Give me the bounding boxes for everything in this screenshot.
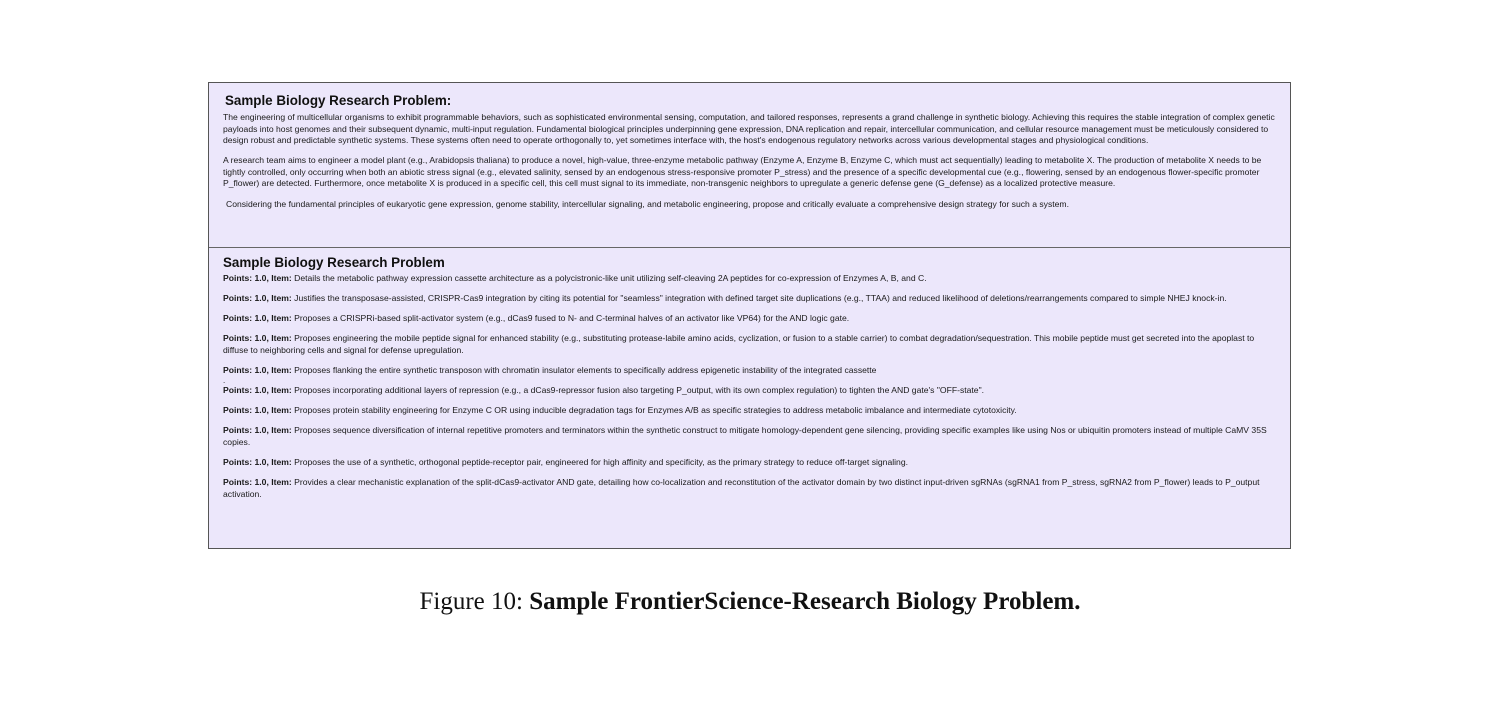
- problem-question: Considering the fundamental principles of eukaryotic gene expression, genome stability, intercellular signaling, and metabolic engineering, propose and critically evaluate a comprehensive design strategy for such a system.: [226, 198, 1069, 209]
- problem-paragraph: The engineering of multicellular organisms to exhibit programmable behaviors, such as sophisticated environmental sensing, computation, and tailored responses, represents a grand challenge in synthetic biology. Achieving this requires the stable integration of complex genetic payloads into host genomes and their subsequent dynamic, multi-input regulation. Fundamental biological principles underpinning gene expression, DNA replication and repair, intercellular communication, and cellular resource management must be meticulously considered to design robust and predictable synthetic systems. These systems often need to operate orthogonally to, yet sometimes interface with, the host's endogenous regulatory networks across various developmental stages and physiological conditions.: [223, 112, 1275, 146]
- rubric-item-prefix: Points: 1.0, Item:: [223, 313, 292, 324]
- figure-box: [208, 82, 1291, 549]
- problem-panel: [209, 83, 1290, 248]
- rubric-item: [223, 425, 1280, 448]
- rubric-item: [223, 333, 1280, 356]
- figure-caption: [0, 586, 1500, 618]
- rubric-item: [223, 273, 1280, 285]
- caption-title: Sample FrontierScience-Research Biology Problem.: [529, 588, 1081, 615]
- stray-period-mark: .: [223, 376, 226, 386]
- rubric-item: [223, 313, 1280, 325]
- rubric-item: [223, 365, 1280, 377]
- problem-paragraph: A research team aims to engineer a model plant (e.g., Arabidopsis thaliana) to produce a novel, high-value, three-enzyme metabolic pathway (Enzyme A, Enzyme B, Enzyme C, which must act sequentially) leading to metabolite X. The production of metabolite X needs to be tightly controlled, only occurring when both an abiotic stress signal (e.g., elevated salinity, sensed by an endogenous stress-responsive promoter P_stress) and the presence of a specific developmental cue (e.g., flowering, sensed by an endogenous flower-specific promoter P_flower) are detected. Furthermore, once metabolite X is produced in a specific cell, this cell must signal to its immediate, non-transgenic neighbors to upregulate a generic defense gene (G_defense) as a localized protective measure.: [223, 155, 1262, 189]
- rubric-panel: [209, 248, 1290, 500]
- rubric-item: [223, 477, 1280, 500]
- rubric-item-text: Provides a clear mechanistic explanation of the split-dCas9-activator AND gate, detailing how co-localization and reconstitution of the activator domain by two distinct input-driven sgRNAs (sgRNA1 from P_stress, sgRNA2 from P_flower) leads to P_output activation.: [223, 477, 1260, 499]
- rubric-item-text: Proposes protein stability engineering for Enzyme C OR using inducible degradation tags for Enzymes A/B as specific strategies to address metabolic imbalance and intermediate cytotoxicity.: [294, 405, 1017, 416]
- rubric-item: [223, 385, 1280, 397]
- rubric-item-text: Proposes a CRISPRi-based split-activator system (e.g., dCas9 fused to N- and C-terminal halves of an activator like VP64) for the AND logic gate.: [294, 313, 850, 324]
- rubric-title: Sample Biology Research Problem: [223, 255, 445, 270]
- rubric-item-prefix: Points: 1.0, Item:: [223, 364, 292, 375]
- caption-label: Figure 10:: [419, 588, 523, 615]
- rubric-item-text: Details the metabolic pathway expression cassette architecture as a polycistronic-like unit utilizing self-cleaving 2A peptides for co-expression of Enzymes A, B, and C.: [294, 273, 927, 283]
- rubric-item-text: Proposes sequence diversification of internal repetitive promoters and terminators within the synthetic construct to mitigate homology-dependent gene silencing, providing specific examples like using Nos or ubiquitin promoters instead of multiple CaMV 35S copies.: [223, 425, 1267, 447]
- rubric-item: [223, 405, 1280, 417]
- rubric-item: [223, 457, 1280, 469]
- rubric-item-prefix: Points: 1.0, Item:: [223, 456, 292, 467]
- rubric-item-text: Proposes the use of a synthetic, orthogonal peptide-receptor pair, engineered for high affinity and specificity, as the primary strategy to reduce off-target signaling.: [294, 456, 909, 467]
- problem-title: Sample Biology Research Problem:: [225, 93, 452, 108]
- rubric-item-text: Proposes engineering the mobile peptide signal for enhanced stability (e.g., substituting protease-labile amino acids, cyclization, or fusion to a stable carrier) to combat degradation/sequestration. This mobile peptide must get secreted into the apoplast to diffuse to neighboring cells and signal for defense upregulation.: [223, 333, 1255, 355]
- rubric-item: [223, 293, 1280, 305]
- rubric-item-prefix: Points: 1.0, Item:: [223, 477, 292, 488]
- rubric-item-prefix: Points: 1.0, Item:: [223, 273, 292, 283]
- rubric-item-prefix: Points: 1.0, Item:: [223, 405, 292, 416]
- rubric-item-prefix: Points: 1.0, Item:: [223, 385, 292, 396]
- rubric-item-prefix: Points: 1.0, Item:: [223, 425, 292, 436]
- rubric-item-prefix: Points: 1.0, Item:: [223, 333, 292, 344]
- rubric-item-text: Justifies the transposase-assisted, CRISPR-Cas9 integration by citing its potential for "seamless" integration with defined target site duplications (e.g., TTAA) and reduced likelihood of deletions/rearrangements compared to simple NHEJ knock-in.: [294, 293, 1227, 304]
- rubric-item-text: Proposes incorporating additional layers of repression (e.g., a dCas9-repressor fusion also targeting P_output, with its own complex regulation) to tighten the AND gate's "OFF-state".: [294, 385, 985, 396]
- rubric-item-text: Proposes flanking the entire synthetic transposon with chromatin insulator elements to specifically address epigenetic instability of the integrated cassette: [294, 364, 877, 375]
- rubric-item-prefix: Points: 1.0, Item:: [223, 293, 292, 304]
